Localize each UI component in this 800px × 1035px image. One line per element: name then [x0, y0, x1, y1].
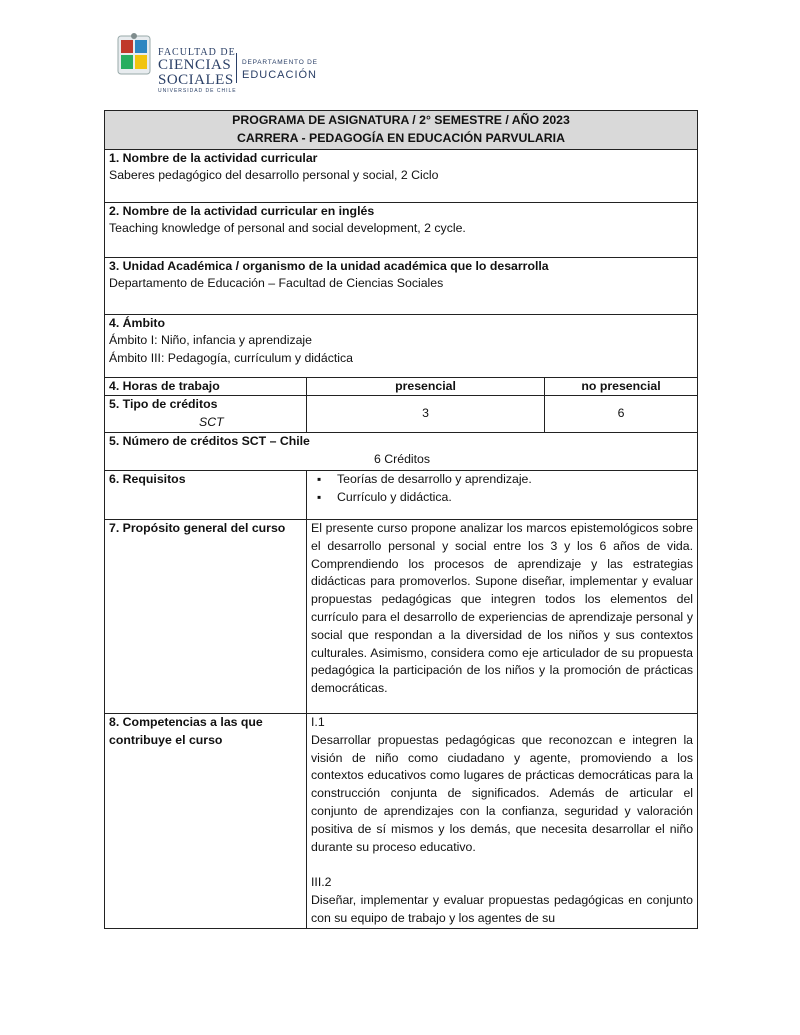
logo-line-faculty: FACULTAD DE	[158, 47, 236, 58]
requirements-label: 6. Requisitos	[105, 470, 307, 519]
credits-no-presencial-value: 6	[545, 396, 698, 433]
logo-line-university: UNIVERSIDAD DE CHILE	[158, 88, 237, 94]
credit-number-cell	[105, 432, 698, 470]
credit-number-value: 6 Créditos	[374, 451, 431, 466]
section-2-value: Teaching knowledge of personal and social development, 2 cycle.	[109, 221, 466, 236]
competency-2-text: Diseñar, implementar y evaluar propuestas pedagógicas en conjunto con su equipo de trabajo y los agentes de su	[311, 893, 694, 925]
header-row	[105, 111, 698, 150]
credits-type-cell	[105, 396, 307, 433]
credits-type-sub: SCT	[199, 415, 224, 430]
credit-number-label: 5. Número de créditos SCT – Chile	[109, 433, 310, 448]
hours-presencial: presencial	[307, 377, 545, 396]
section-1-row	[105, 149, 698, 202]
requirement-item: ▪ Teorías de desarrollo y aprendizaje.	[337, 471, 693, 489]
competency-2-code: III.2	[311, 875, 332, 890]
credit-number-row	[105, 432, 698, 470]
competencies-label: 8. Competencias a las que contribuye el curso	[105, 713, 307, 928]
program-table	[104, 110, 698, 929]
requirements-list	[311, 471, 693, 507]
section-3	[105, 257, 698, 314]
section-4-line-1: Ámbito I: Niño, infancia y aprendizaje	[109, 333, 313, 348]
department-mark	[236, 53, 318, 83]
faculty-logo	[114, 30, 324, 96]
purpose-row	[105, 519, 698, 713]
hours-row	[105, 377, 698, 396]
competency-1-code: I.1	[311, 714, 325, 729]
competencies-row	[105, 713, 698, 928]
section-2-row	[105, 202, 698, 257]
section-4-line-2: Ámbito III: Pedagogía, currículum y didáctica	[109, 351, 354, 366]
section-4-row	[105, 314, 698, 377]
section-3-row	[105, 257, 698, 314]
credits-presencial-value: 3	[307, 396, 545, 433]
requirement-item: ▪ Currículo y didáctica.	[337, 489, 693, 507]
logo-line-sociales: SOCIALES	[158, 72, 234, 88]
purpose-text: El presente curso propone analizar los marcos epistemológicos sobre el desarrollo personal y social entre los 3 y los 6 años de vida. Comprendiendo los procesos de aprendizaje y las estrategias didácticas para promoverlos. Supone diseñar, implementar y evaluar propuestas pedagógicas que integren todos los elementos del currículo para el desarrollo de experiencias de aprendizaje personal y social que respondan a la diversidad de los niños y sus contextos culturales. Asimismo, considera como eje articulador de su propuesta pedagógica la participación de los niños y la promoción de prácticas democráticas.	[307, 519, 698, 713]
header-line-1: PROGRAMA DE ASIGNATURA / 2° SEMESTRE / AÑO 2023	[232, 113, 570, 127]
requirements-row	[105, 470, 698, 519]
section-3-title: 3. Unidad Académica / organismo de la unidad académica que lo desarrolla	[109, 258, 549, 273]
hours-label: 4. Horas de trabajo	[105, 377, 307, 396]
competency-1-text: Desarrollar propuestas pedagógicas que reconozcan e integren la visión de niño como ciudadano y agente, promoviendo a los contextos educativos como lugares de prácticas democráticas para la construcción conjunta de significados. Además de articular el conjunto de aprendizajes con la confianza, seguridad y valoración positiva de sí mismos y los demás, que necesita desarrollar el niño durante su proceso educativo.	[311, 732, 694, 854]
requirements-cell	[307, 470, 698, 519]
section-2-title: 2. Nombre de la actividad curricular en inglés	[109, 203, 375, 218]
section-4-title: 4. Ámbito	[109, 315, 166, 330]
section-2	[105, 202, 698, 257]
header-line-2: CARRERA - PEDAGOGÍA EN EDUCACIÓN PARVULARIA	[237, 130, 565, 145]
section-4	[105, 314, 698, 377]
logo-line-ciencias: CIENCIAS	[158, 57, 232, 73]
hours-no-presencial: no presencial	[545, 377, 698, 396]
section-1-value: Saberes pedagógico del desarrollo personal y social, 2 Ciclo	[109, 168, 439, 183]
purpose-label: 7. Propósito general del curso	[105, 519, 307, 713]
credits-type-label: 5. Tipo de créditos	[109, 397, 218, 412]
dept-line-1: DEPARTAMENTO DE	[242, 59, 318, 66]
section-1	[105, 149, 698, 202]
dept-line-2: EDUCACIÓN	[242, 69, 318, 81]
section-3-value: Departamento de Educación – Facultad de Ciencias Sociales	[109, 276, 444, 291]
program-header	[105, 111, 698, 150]
competencies-cell	[307, 713, 698, 928]
section-1-title: 1. Nombre de la actividad curricular	[109, 150, 318, 165]
university-seal-icon	[114, 32, 154, 78]
credits-type-row	[105, 396, 698, 433]
